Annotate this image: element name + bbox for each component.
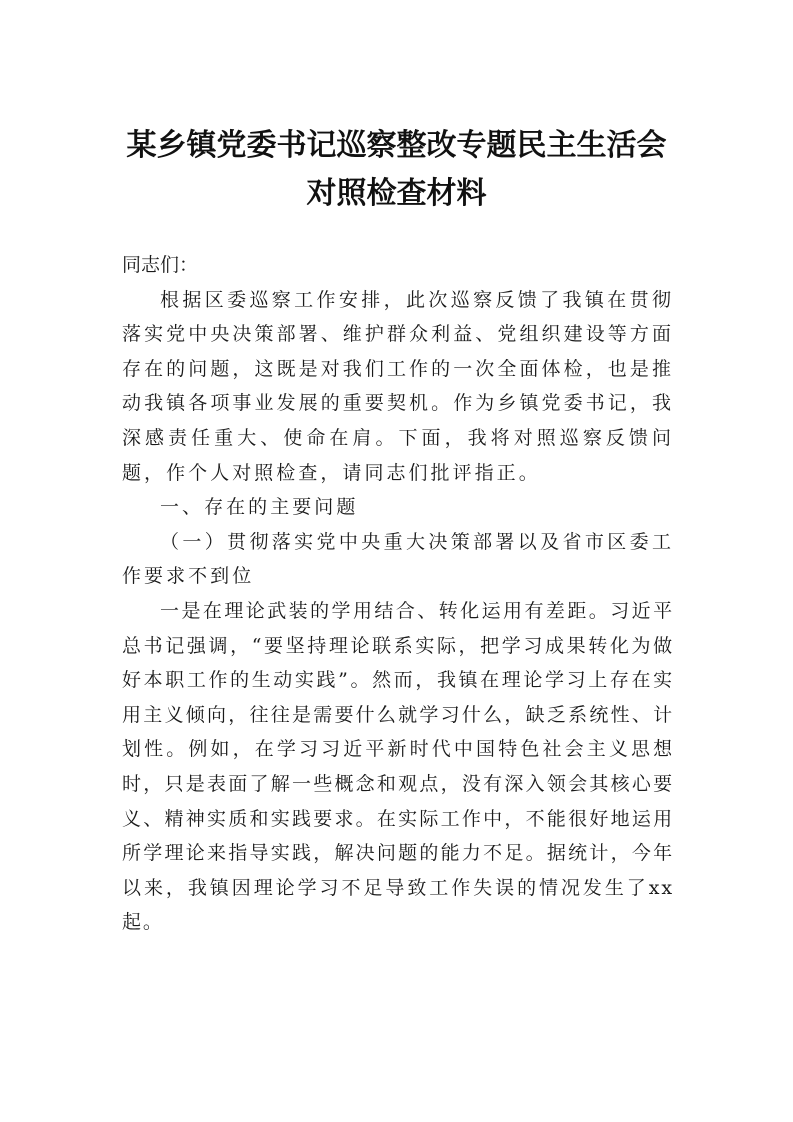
document-title-line-2: 对照检查材料 bbox=[306, 176, 487, 211]
point-paragraph: 一是在理论武装的学用结合、转化运用有差距。习近平总书记强调，“要坚持理论联系实际，把学习成果转化为做好本职工作的生动实践”。然而，我镇在理论学习上存在实用主义倾向，往往是需要什么就学习什么，缺乏系统性、计划性。例如，在学习习近平新时代中国特色社会主义思想时，只是表面了解一些概念和观点，没有深入领会其核心要义、精神实质和实践要求。在实际工作中，不能很好地运用所学理论来指导实践，解决问题的能力不足。据统计，今年以来，我镇因理论学习不足导致工作失误的情况发生了xx起。 bbox=[122, 599, 674, 934]
intro-paragraph: 根据区委巡察工作安排，此次巡察反馈了我镇在贯彻落实党中央决策部署、维护群众利益、党组织建设等方面存在的问题，这既是对我们工作的一次全面体检，也是推动我镇各项事业发展的重要契机。作为乡镇党委书记，我深感责任重大、使命在肩。下面，我将对照巡察反馈问题，作个人对照检查，请同志们批评指正。 bbox=[122, 288, 674, 484]
salutation: 同志们： bbox=[122, 254, 199, 276]
document-body bbox=[122, 248, 674, 940]
section-heading: 一、存在的主要问题 bbox=[160, 496, 359, 519]
document-title-line-1: 某乡镇党委书记巡察整改专题民主生活会 bbox=[126, 128, 667, 163]
subsection-heading: （一）贯彻落实党中央重大决策部署以及省市区委工作要求不到位 bbox=[122, 530, 674, 588]
